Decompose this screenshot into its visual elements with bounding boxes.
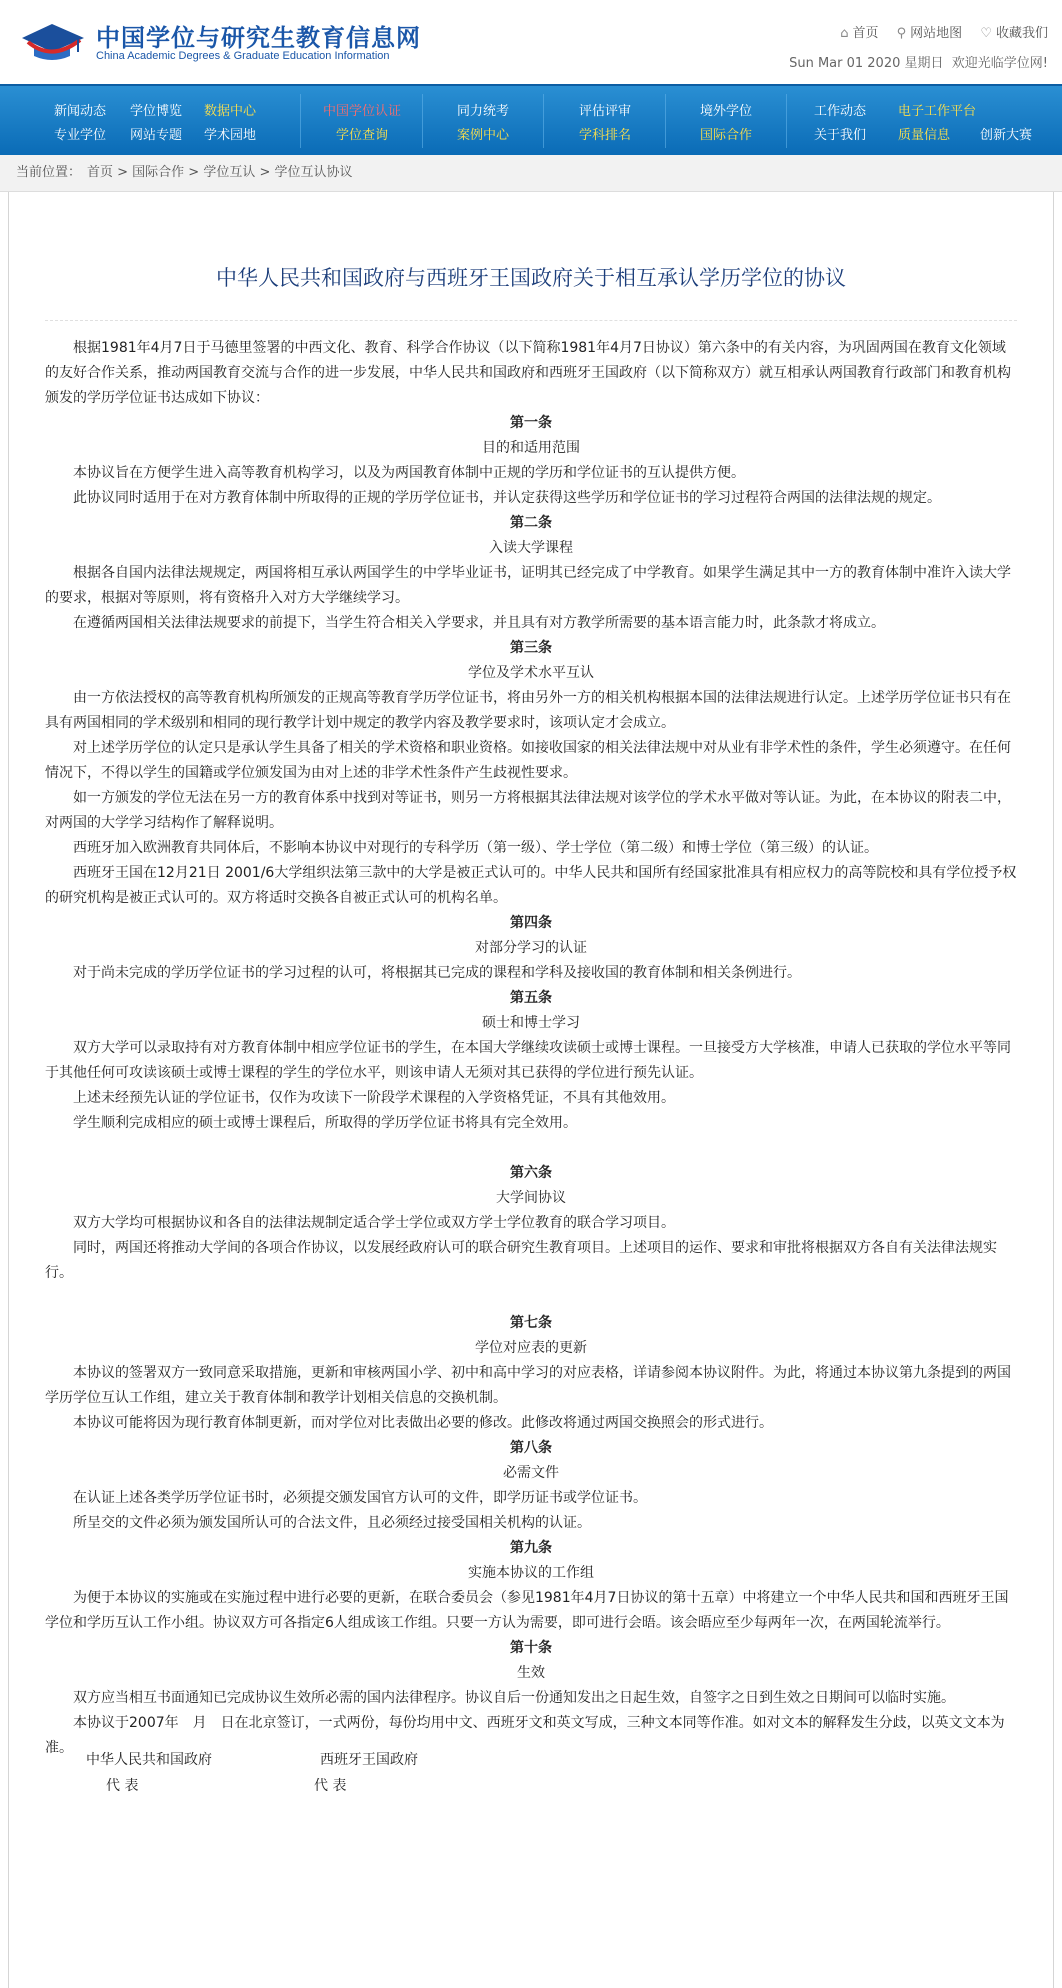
nav-divider — [422, 94, 423, 148]
paragraph: 本协议的签署双方一致同意采取措施，更新和审核两国小学、初中和高中学习的对应表格，详请参阅本协议附件。为此，将通过本协议第九条提到的两国学历学位互认工作组，建立关于教育体制和教学计划相关信息的交换机制。 — [45, 1365, 1011, 1406]
article-subheading: 入读大学课程 — [489, 540, 573, 556]
article-subheading: 学位对应表的更新 — [475, 1340, 587, 1356]
article-heading: 第二条 — [510, 515, 552, 531]
welcome-text: 欢迎光临学位网! — [951, 56, 1048, 71]
article-heading: 第五条 — [510, 990, 552, 1006]
paragraph: 本协议旨在方便学生进入高等教育机构学习，以及为两国教育体制中正规的学历和学位证书的互认提供方便。 — [73, 465, 745, 481]
nav-degree-expo[interactable]: 学位博览 — [130, 104, 183, 119]
nav-topics[interactable]: 网站专题 — [130, 128, 183, 143]
mortarboard-logo-icon[interactable] — [18, 18, 88, 70]
paragraph: 根据1981年4月7日于马德里签署的中西文化、教育、科学合作协议（以下简称1981年4月7日协议）第六条中的有关内容，为巩固两国在教育文化领域的友好合作关系，推动两国教育交流与合作的进一步发展，中华人民共和国政府和西班牙王国政府（以下简称双方）就互相承认两国教育行政部门和教育机构颁发的学历学位证书达成如下协议： — [45, 340, 1011, 406]
nav-international[interactable]: 国际合作 — [700, 128, 753, 143]
signatory-spain: 西班牙王国政府 — [320, 1752, 418, 1768]
home-link[interactable] — [840, 26, 878, 41]
article-heading: 第四条 — [510, 915, 552, 931]
article-subheading: 必需文件 — [503, 1465, 559, 1481]
representative-china: 代 表 — [106, 1778, 139, 1794]
paragraph: 上述未经预先认证的学位证书，仅作为攻读下一阶段学术课程的入学资格凭证，不具有其他效用。 — [73, 1090, 675, 1106]
top-links — [826, 22, 1048, 41]
nav-data-center[interactable]: 数据中心 — [204, 104, 257, 119]
spacer — [45, 1286, 1017, 1311]
nav-news[interactable]: 新闻动态 — [54, 104, 107, 119]
favorites-link-label: 收藏我们 — [995, 26, 1048, 41]
nav-quality-info[interactable]: 质量信息 — [898, 128, 951, 143]
nav-e-platform[interactable]: 电子工作平台 — [898, 104, 977, 119]
nav-evaluation[interactable]: 评估评审 — [579, 104, 632, 119]
paragraph: 在遵循两国相关法律法规要求的前提下，当学生符合相关入学要求，并且具有对方教学所需要的基本语言能力时，此条款才将成立。 — [73, 615, 885, 631]
article-heading: 第六条 — [510, 1165, 552, 1181]
paragraph: 所呈交的文件必须为颁发国所认可的合法文件，且必须经过接受国相关机构的认证。 — [73, 1515, 591, 1531]
paragraph: 双方应当相互书面通知已完成协议生效所必需的国内法律程序。协议自后一份通知发出之日起生效，自签字之日到生效之日期间可以临时实施。 — [73, 1690, 955, 1706]
article-subheading: 硕士和博士学习 — [482, 1015, 580, 1031]
favorites-link[interactable] — [980, 26, 1048, 41]
nav-overseas-degree[interactable]: 境外学位 — [700, 104, 753, 119]
paragraph: 在认证上述各类学历学位证书时，必须提交颁发国官方认可的文件，即学历证书或学位证书。 — [73, 1490, 647, 1506]
paragraph: 此协议同时适用于在对方教育体制中所取得的正规的学历学位证书，并认定获得这些学历和学位证书的学习过程符合两国的法律法规的规定。 — [73, 490, 941, 506]
article-heading: 第十条 — [510, 1640, 552, 1656]
nav-divider — [300, 94, 301, 148]
article-body — [45, 336, 1017, 1761]
main-nav — [0, 84, 1062, 157]
sitemap-link[interactable] — [897, 26, 963, 41]
nav-academic-garden[interactable]: 学术园地 — [204, 128, 257, 143]
signatory-china: 中华人民共和国政府 — [86, 1752, 212, 1768]
paragraph: 由一方依法授权的高等教育机构所颁发的正规高等教育学历学位证书，将由另外一方的相关机构根据本国的法律法规进行认定。上述学历学位证书只有在具有两国相同的学术级别和相同的现行教学计划中规定的教学内容及教学要求时，该项认定才会成立。 — [45, 690, 1011, 731]
breadcrumb — [0, 155, 1062, 192]
nav-joint-exam[interactable]: 同力统考 — [457, 104, 510, 119]
article-heading: 第一条 — [510, 415, 552, 431]
nav-divider — [786, 94, 787, 148]
nav-professional-degree[interactable]: 专业学位 — [54, 128, 107, 143]
article-heading: 第七条 — [510, 1315, 552, 1331]
breadcrumb-path[interactable]: 首页 > 国际合作 > 学位互认 > 学位互认协议 — [87, 165, 353, 180]
paragraph: 本协议于2007年 月 日在北京签订，一式两份，每份均用中文、西班牙文和英文写成，三种文本同等作准。如对文本的解释发生分歧，以英文文本为准。 — [45, 1715, 1005, 1756]
representative-spain: 代 表 — [314, 1778, 347, 1794]
home-link-label: 首页 — [852, 26, 879, 41]
page-title: 中华人民共和国政府与西班牙王国政府关于相互承认学历学位的协议 — [216, 266, 846, 290]
paragraph: 西班牙加入欧洲教育共同体后，不影响本协议中对现行的专科学历（第一级）、学士学位（第二级）和博士学位（第三级）的认证。 — [73, 840, 878, 856]
nav-work-news[interactable]: 工作动态 — [814, 104, 867, 119]
article-subheading: 学位及学术水平互认 — [468, 665, 594, 681]
paragraph: 为便于本协议的实施或在实施过程中进行必要的更新，在联合委员会（参见1981年4月7日协议的第十五章）中将建立一个中华人民共和国和西班牙王国学位和学历互认工作小组。协议双方可各指定6人组成该工作组。只要一方认为需要，即可进行会晤。该会晤应至少每两年一次，在两国轮流举行。 — [45, 1590, 1009, 1631]
nav-case-center[interactable]: 案例中心 — [457, 128, 510, 143]
nav-about-us[interactable]: 关于我们 — [814, 128, 867, 143]
paragraph: 双方大学均可根据协议和各自的法律法规制定适合学士学位或双方学士学位教育的联合学习项目。 — [73, 1215, 675, 1231]
paragraph: 学生顺利完成相应的硕士或博士课程后，所取得的学历学位证书将具有完全效用。 — [73, 1115, 577, 1131]
nav-discipline-ranking[interactable]: 学科排名 — [579, 128, 632, 143]
article-subheading: 实施本协议的工作组 — [468, 1565, 594, 1581]
paragraph: 同时，两国还将推动大学间的各项合作协议，以发展经政府认可的联合研究生教育项目。上述项目的运作、要求和审批将根据双方各自有关法律法规实行。 — [45, 1240, 997, 1281]
site-header — [0, 0, 1062, 84]
article-subheading: 对部分学习的认证 — [475, 940, 587, 956]
spacer — [45, 1136, 1017, 1161]
paragraph: 根据各自国内法律法规规定，两国将相互承认两国学生的中学毕业证书，证明其已经完成了中学教育。如果学生满足其中一方的教育体制中准许入读大学的要求，根据对等原则，将有资格升入对方大学继续学习。 — [45, 565, 1011, 606]
article-heading: 第九条 — [510, 1540, 552, 1556]
article-subheading: 大学间协议 — [496, 1190, 566, 1206]
article-subheading: 生效 — [517, 1665, 545, 1681]
date-text: Sun Mar 01 2020 星期日 — [789, 56, 944, 71]
home-icon: ⌂ — [840, 26, 849, 41]
site-subtitle: China Academic Degrees & Graduate Education Information — [96, 50, 390, 62]
breadcrumb-label: 当前位置： — [16, 165, 82, 180]
location-pin-icon: ⚲ — [896, 26, 907, 41]
nav-divider — [665, 94, 666, 148]
nav-innovation-contest[interactable]: 创新大赛 — [980, 128, 1033, 143]
nav-degree-query[interactable]: 学位查询 — [336, 128, 389, 143]
paragraph: 双方大学可以录取持有对方教育体制中相应学位证书的学生，在本国大学继续攻读硕士或博士课程。一旦接受方大学核准，申请人已获取的学位水平等同于其他任何可攻读该硕士或博士课程的学生的学位水平，则该申请人无须对其已获得的学位进行预先认证。 — [45, 1040, 1011, 1081]
date-welcome — [789, 52, 1048, 71]
paragraph: 本协议可能将因为现行教育体制更新，而对学位对比表做出必要的修改。此修改将通过两国交换照会的形式进行。 — [73, 1415, 773, 1431]
paragraph: 如一方颁发的学位无法在另一方的教育体系中找到对等证书，则另一方将根据其法律法规对该学位的学术水平做对等认证。为此，在本协议的附表二中，对两国的大学学习结构作了解释说明。 — [45, 790, 1011, 831]
article-subheading: 目的和适用范围 — [482, 440, 580, 456]
paragraph: 对于尚未完成的学历学位证书的学习过程的认可，将根据其已完成的课程和学科及接收国的教育体制和相关条例进行。 — [73, 965, 801, 981]
sitemap-link-label: 网站地图 — [910, 26, 963, 41]
site-title[interactable]: 中国学位与研究生教育信息网 — [96, 24, 421, 52]
paragraph: 西班牙王国在12月21日 2001/6大学组织法第三款中的大学是被正式认可的。中华人民共和国所有经国家批准具有相应权力的高等院校和具有学位授予权的研究机构是被正式认可的。双方将适时交换各自被正式认可的机构名单。 — [45, 865, 1017, 906]
title-divider — [45, 320, 1017, 321]
heart-icon: ♡ — [980, 26, 992, 41]
article-container — [8, 192, 1054, 1988]
nav-degree-certification[interactable]: 中国学位认证 — [323, 104, 402, 119]
paragraph: 对上述学历学位的认定只是承认学生具备了相关的学术资格和职业资格。如接收国家的相关法律法规中对从业有非学术性的条件，学生必须遵守。在任何情况下，不得以学生的国籍或学位颁发国为由对上述的非学术性条件产生歧视性要求。 — [45, 740, 1011, 781]
article-heading: 第三条 — [510, 640, 552, 656]
nav-divider — [543, 94, 544, 148]
article-heading: 第八条 — [510, 1440, 552, 1456]
